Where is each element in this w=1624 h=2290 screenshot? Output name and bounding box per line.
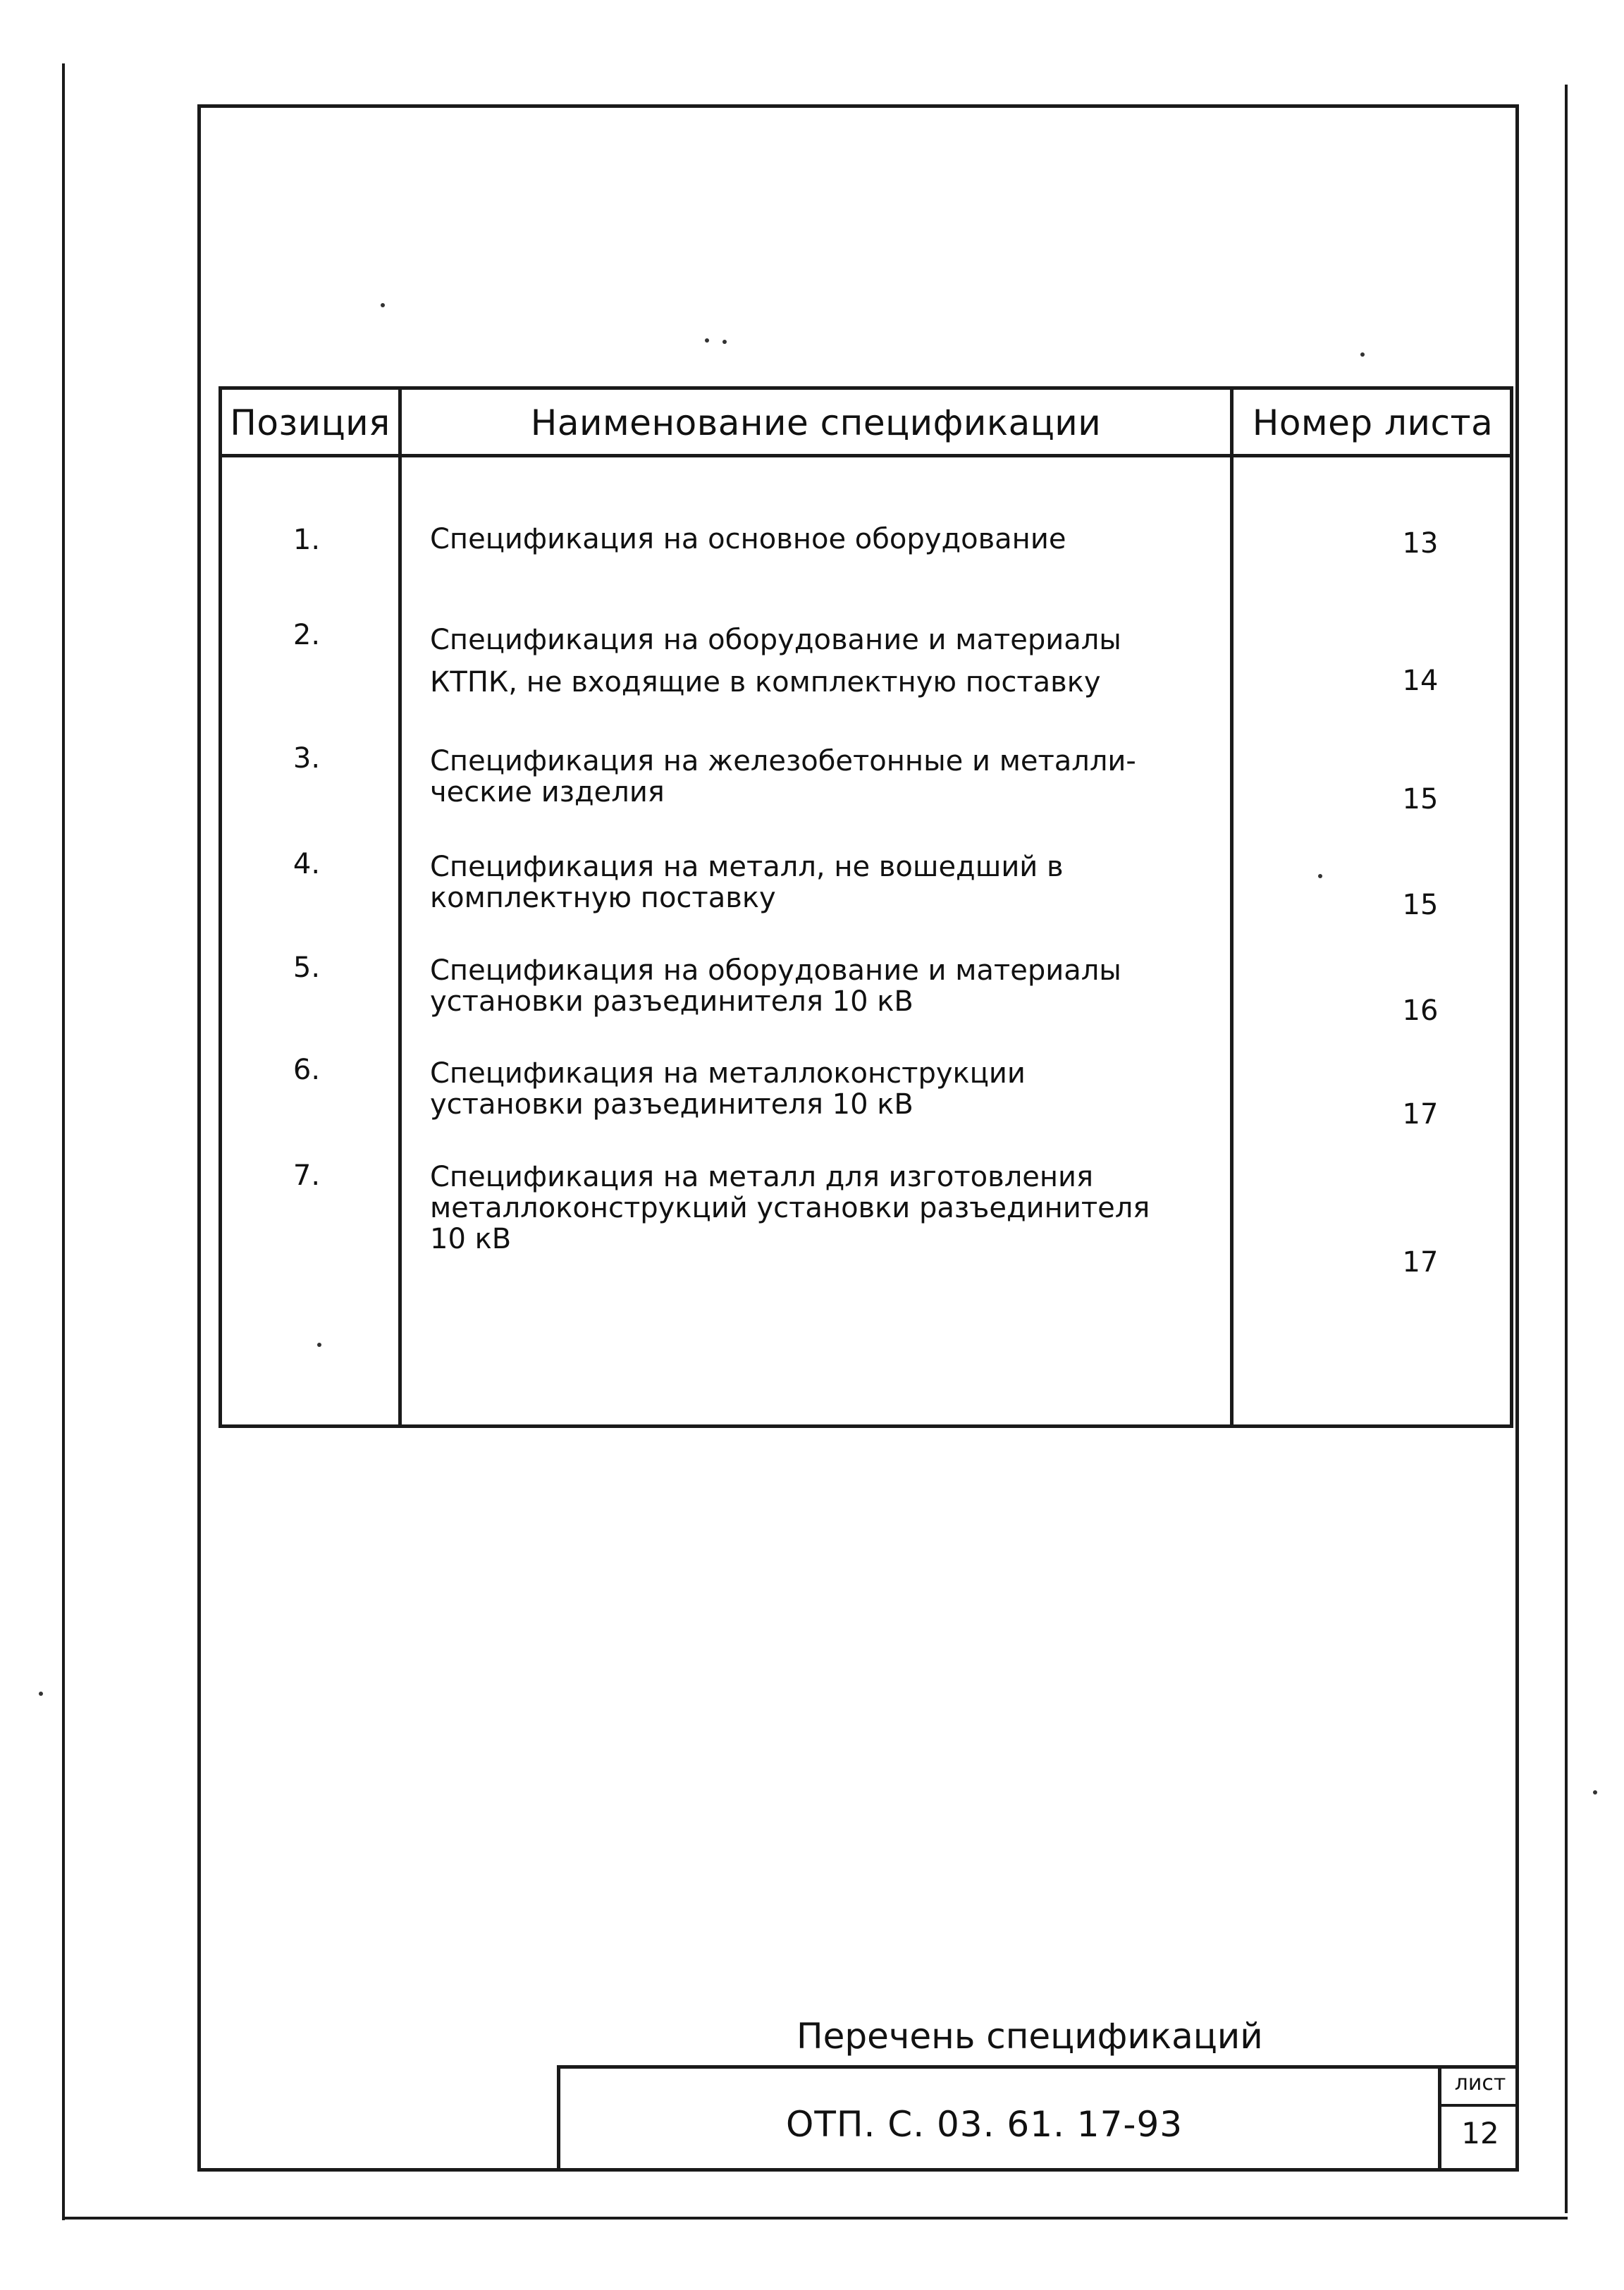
row-name: Спецификация на металлоконструкции установки разъединителя 10 кВ bbox=[430, 1057, 1026, 1121]
row-position: 2. bbox=[293, 619, 321, 651]
row-name: Спецификация на металл, не вошедший в комплектную поставку bbox=[430, 851, 1064, 914]
header-sheet: Номер листа bbox=[1252, 402, 1494, 443]
row-position: 6. bbox=[293, 1054, 321, 1086]
row-sheet: 15 bbox=[1402, 783, 1439, 815]
scan-speck bbox=[722, 340, 727, 344]
row-sheet: 17 bbox=[1402, 1246, 1439, 1279]
header-divider bbox=[222, 454, 1510, 457]
right-edge-line bbox=[1565, 85, 1568, 2213]
row-sheet: 15 bbox=[1402, 889, 1439, 921]
column-divider-1 bbox=[398, 390, 402, 1424]
row-position: 4. bbox=[293, 848, 321, 880]
row-name: Спецификация на основное оборудование bbox=[430, 523, 1066, 555]
scan-speck bbox=[1360, 352, 1365, 357]
sheet-number: 12 bbox=[1461, 2116, 1499, 2150]
row-sheet: 13 bbox=[1402, 527, 1439, 560]
row-sheet: 14 bbox=[1402, 665, 1439, 697]
scan-speck bbox=[317, 1343, 321, 1347]
row-position: 5. bbox=[293, 952, 321, 984]
row-name: Спецификация на металл для изготовления металлоконструкций установки разъединителя 10 кВ bbox=[430, 1161, 1150, 1255]
row-position: 1. bbox=[293, 524, 321, 556]
scan-speck bbox=[1593, 1790, 1597, 1795]
scan-speck bbox=[705, 338, 709, 343]
scan-speck bbox=[381, 303, 385, 307]
scan-speck bbox=[39, 1692, 43, 1696]
document-title: Перечень спецификаций bbox=[796, 2016, 1263, 2057]
bottom-edge-line bbox=[62, 2217, 1568, 2220]
row-sheet: 16 bbox=[1402, 995, 1439, 1027]
row-position: 7. bbox=[293, 1159, 321, 1192]
specification-table bbox=[219, 386, 1513, 1428]
sheet-box bbox=[1438, 2065, 1519, 2172]
document-code: ОТП. С. 03. 61. 17-93 bbox=[786, 2104, 1183, 2145]
row-name: Спецификация на оборудование и материалы установки разъединителя 10 кВ bbox=[430, 954, 1121, 1018]
row-name: Спецификация на оборудование и материалы КТПК, не входящие в комплектную поставку bbox=[430, 624, 1121, 698]
row-sheet: 17 bbox=[1402, 1098, 1439, 1131]
sheet-label: лист bbox=[1454, 2071, 1506, 2095]
row-position: 3. bbox=[293, 742, 321, 775]
row-name: Спецификация на железобетонные и металли- ческие изделия bbox=[430, 745, 1136, 808]
header-position: Позиция bbox=[230, 402, 390, 443]
header-name: Наименование спецификации bbox=[530, 402, 1102, 443]
left-edge-line bbox=[62, 63, 65, 2220]
sheet-divider bbox=[1441, 2104, 1519, 2107]
scan-speck bbox=[1318, 874, 1322, 878]
